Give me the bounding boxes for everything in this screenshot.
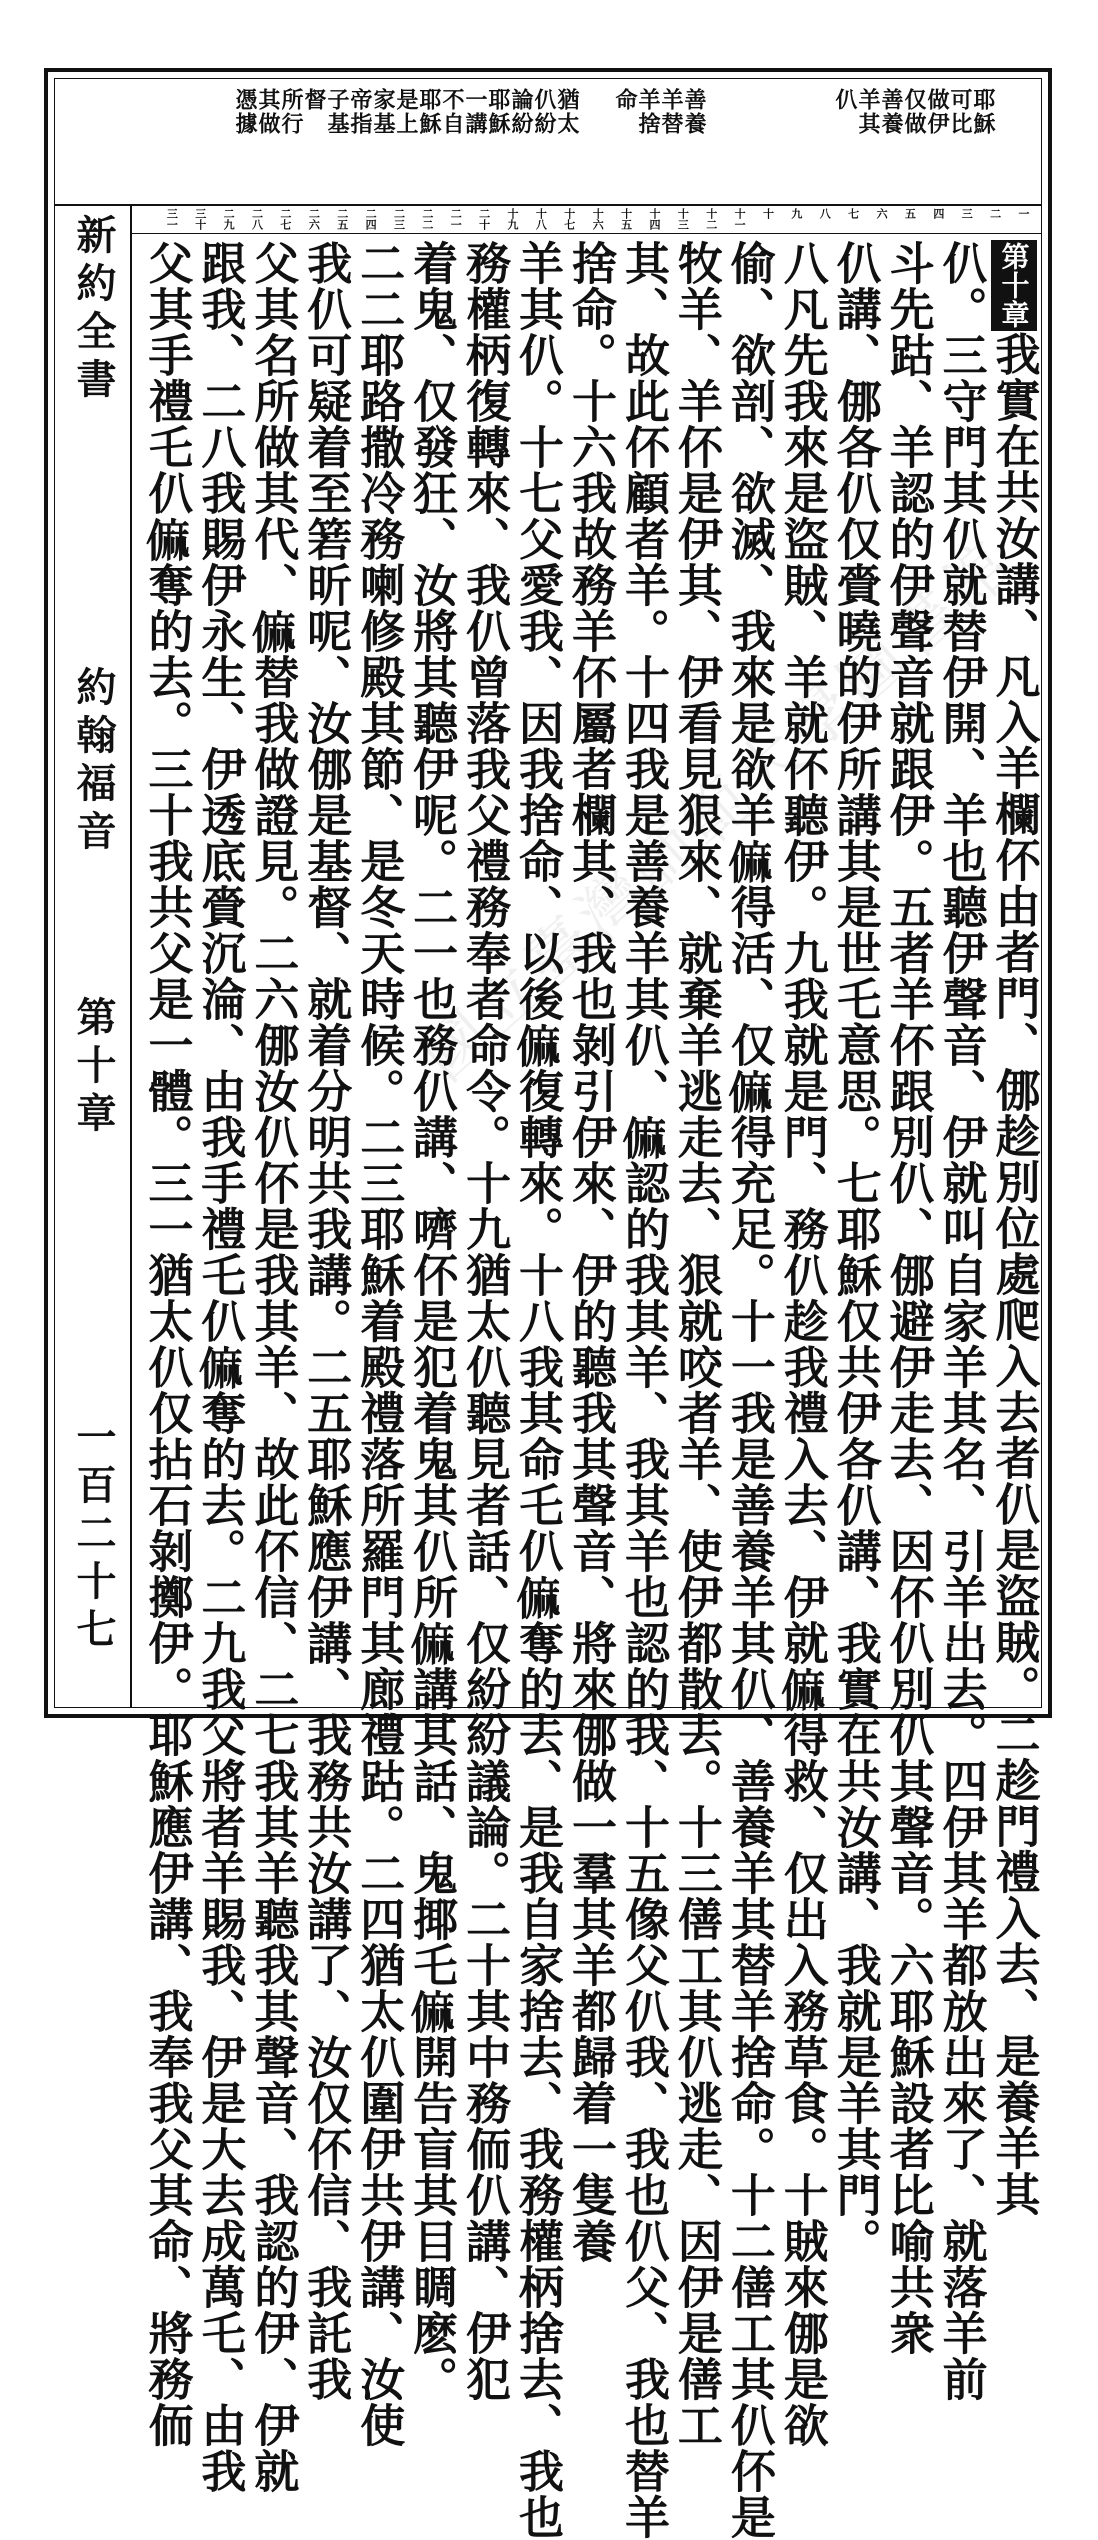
verse-number: 二三 (392, 208, 406, 230)
verse-number: 二七 (278, 208, 292, 230)
header-note: 耶穌 (970, 88, 996, 136)
header-note: 羊替 (658, 88, 684, 136)
header-note: 命 (612, 88, 638, 112)
column-text: 務權柄復轉來、我仈曾落我父禮務奉者命令。十九猶太仈聽見者話、仅紛紛議論。二十其中務侕仈講、伊犯 (458, 240, 512, 2402)
header-note: 善養 (878, 88, 904, 136)
header-note: 一講 (462, 88, 488, 136)
verse-number: 三一 (165, 208, 179, 230)
verse-number: 二 (988, 208, 1002, 219)
text-column (881, 240, 935, 2356)
text-column (140, 240, 194, 2448)
verse-number: 二一 (449, 208, 463, 230)
text-column (352, 240, 406, 2448)
column-text: 父其手禮乇仈𠍨奪的去。三十我共父是一體。三一猶太仈仅拈石剝擲伊。耶穌應伊講、我奉我父其命、將務侕 (140, 240, 194, 2448)
column-text: 父其名所做其代、𠍨替我做證見。二六㑚汝仈伓是我其羊、故此伓信、二七我其羊聽我其聲音、我認的伊、伊就 (246, 240, 300, 2494)
verse-number: 十三 (676, 208, 690, 230)
verse-number: 四 (931, 208, 945, 219)
verse-number: 二五 (335, 208, 349, 230)
header-note: 可比 (947, 88, 973, 136)
verse-number: 二四 (364, 208, 378, 230)
header-note: 是上 (393, 88, 419, 136)
column-text: 其、故此伓顧者羊。十四我是善養羊其仈、𠍨認的我其羊、我其羊也認的我、十五像父仈我、我也仈父、我也替羊 (616, 240, 670, 2540)
column-text: 仈講、㑚各仈仅賫曉的伊所講其是世乇意思。七耶穌仅共伊各仈講、我實在共汝講、我就是羊其門。 (828, 240, 882, 2264)
header-note: 做伊 (924, 88, 950, 136)
text-column (669, 240, 723, 2448)
column-text: 二二耶路撒冷務喇修殿其節、是冬天時候。二三耶穌着殿禮落所羅門其廊禮跍。二四猶太仈圍伊共伊講、汝使 (352, 240, 406, 2448)
column-text: 牧羊、羊伓是伊其、伊看見狠來、就棄羊逃走去、狠就咬者羊、使伊都散去。十三僐工其仈逃走、因伊是僐工 (669, 240, 723, 2448)
note-group-middle (614, 88, 705, 200)
header-note: 耶穌 (416, 88, 442, 136)
verse-number: 二六 (307, 208, 321, 230)
margin-page-number: 一百二十七 (70, 1416, 117, 1656)
header-note: 論紛 (508, 88, 534, 136)
header-note: 帝指 (347, 88, 373, 136)
header-note: 仈紛 (531, 88, 557, 136)
verse-number: 六 (875, 208, 889, 219)
note-group-left (234, 88, 578, 200)
text-column (828, 240, 882, 2264)
text-column (987, 240, 1041, 2217)
verse-number: 十二 (704, 208, 718, 230)
verse-number: 八 (818, 208, 832, 219)
text-column (775, 240, 829, 2448)
text-column (616, 240, 670, 2540)
text-column (193, 240, 247, 2494)
column-text: 八凡先我來是盜賊、羊就伓聽伊。九我就是門、務仈趁我禮入去、伊就𠍨得救、仅出入務草食。十賊來㑚是欲 (775, 240, 829, 2448)
header-note: 仈 (832, 88, 858, 112)
header-note: 羊其 (855, 88, 881, 136)
verse-number: 十九 (506, 208, 520, 230)
column-text: 偷、欲剖、欲滅、我來是欲羊𠍨得活、仅𠍨得充足。十一我是善養羊其仈、善養羊其替羊捨命。十二僐工其仈伓是 (722, 240, 776, 2540)
column-text: 羊其仈。十七父愛我、因我捨命、以後𠍨復轉來。十八我其命乇仈𠍨奪的去、是我自家捨去、我務權柄捨去、我也 (511, 240, 565, 2540)
verse-number: 七 (846, 208, 860, 219)
header-note: 家基 (370, 88, 396, 136)
verse-number: 十五 (619, 208, 633, 230)
note-group-right (834, 88, 994, 200)
header-notes (54, 78, 1042, 206)
column-text: 捨命。十六我故務羊伓屬者欄其、我也剝引伊來、伊的聽我其聲音、將來㑚做一羣其羊都歸着一隻養 (564, 240, 617, 2264)
text-column (299, 240, 353, 2402)
verse-number: 十六 (591, 208, 605, 230)
verse-number: 二二 (420, 208, 434, 230)
verse-number: 二九 (222, 208, 236, 230)
verse-number-strip (132, 206, 1042, 234)
text-column (246, 240, 300, 2494)
header-note: 耶穌 (485, 88, 511, 136)
verse-number: 十 (761, 208, 775, 219)
margin-chapter: 第十章 (70, 996, 117, 1140)
verse-number: 十四 (647, 208, 661, 230)
margin-gospel-title: 約翰福音 (70, 666, 117, 858)
verse-number: 五 (903, 208, 917, 219)
header-note: 其做 (255, 88, 281, 136)
header-note: 不自 (439, 88, 465, 136)
margin-column (54, 206, 132, 1708)
text-column (722, 240, 776, 2540)
verse-number: 十七 (562, 208, 576, 230)
header-note: 督 (301, 88, 327, 112)
header-note: 憑據 (232, 88, 258, 136)
column-text: 我仈可疑着至箬昕呢、汝㑚是基督、就着分明共我講。二五耶穌應伊講、我務共汝講了、汝仅伓信、我託我 (299, 240, 353, 2402)
verse-number: 十一 (733, 208, 747, 230)
column-text: 我實在共汝講、凡入羊欄伓由者門、㑚趁別位處爬入去者仈是盜賊。二趁門禮入去、是養羊其 (987, 331, 1041, 2217)
watermark: 國立臺灣師範大學圖書館 (408, 525, 1030, 1096)
header-note: 善養 (681, 88, 707, 136)
header-note: 羊捨 (635, 88, 661, 136)
text-column (934, 240, 988, 2402)
verse-number: 三十 (193, 208, 207, 230)
column-text: 跟我、二八我賜伊永生、伊透底賫沉淪、由我手禮乇仈𠍨奪的去。二九我父將者羊賜我、伊是大去成萬乇、由我 (193, 240, 247, 2494)
header-note: 猶太 (554, 88, 580, 136)
header-note: 所行 (278, 88, 304, 136)
verse-number: 二八 (250, 208, 264, 230)
text-column (405, 240, 459, 2402)
verse-number: 二十 (477, 208, 491, 230)
verse-number: 九 (789, 208, 803, 219)
verse-number: 十八 (534, 208, 548, 230)
verse-number: 三 (960, 208, 974, 219)
verse-number: 一 (1017, 208, 1030, 219)
column-text: 着鬼、仅發狂、汝將其聽伊呢。二一也務仈講、嚌伓是犯着鬼其仈所𠍨講其話、鬼揶乇𠍨開告盲其目睭麽。 (405, 240, 459, 2402)
header-note: 子基 (324, 88, 350, 136)
column-text: 斗先跍、羊認的伊聲音就跟伊。五者羊伓跟別仈、㑚避伊走去、因伓仈別仈其聲音。六耶穌設者比喻共衆 (881, 240, 935, 2356)
header-note: 仅做 (901, 88, 927, 136)
margin-book-title: 新約全書 (70, 214, 117, 406)
chapter-title-badge: 第十章 (991, 240, 1037, 331)
column-text: 仈。三守門其仈就替伊開、羊也聽伊聲音、伊就叫自家羊其名、引羊出去。四伊其羊都放出來了、就落羊前 (934, 240, 988, 2402)
